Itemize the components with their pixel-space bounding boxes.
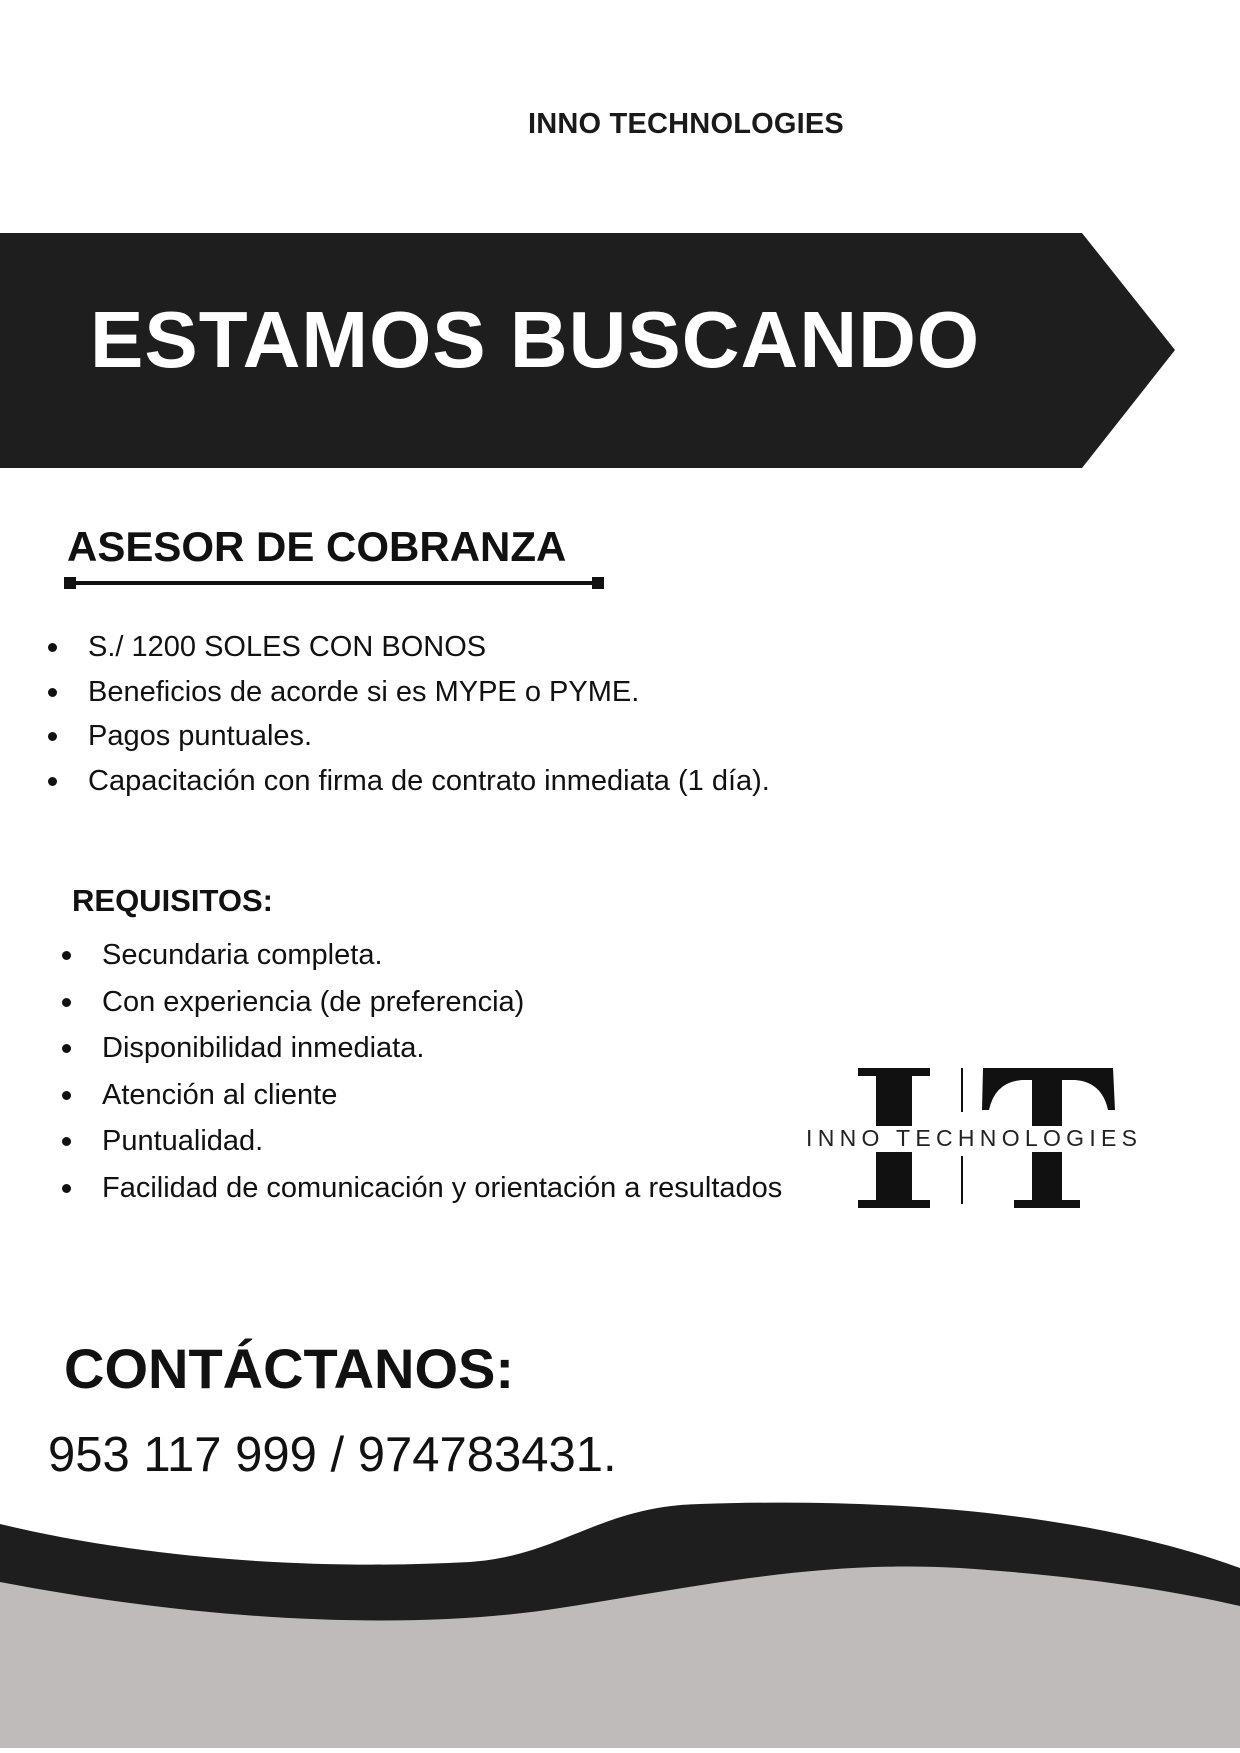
benefit-item: Pagos puntuales.	[48, 716, 1028, 761]
bullet-icon	[62, 1137, 71, 1146]
requirement-item: Facilidad de comunicación y orientación a resultados	[62, 1165, 802, 1212]
benefit-item: Capacitación con firma de contrato inmediata (1 día).	[48, 761, 1028, 806]
bullet-icon	[62, 951, 71, 960]
contact-title: CONTÁCTANOS:	[64, 1337, 515, 1400]
benefit-item: Beneficios de acorde si es MYPE o PYME.	[48, 672, 1028, 717]
benefits-list	[48, 627, 1028, 805]
bullet-icon	[48, 643, 57, 652]
benefit-item: S./ 1200 SOLES CON BONOS	[48, 627, 1028, 672]
company-name: INNO TECHNOLOGIES	[528, 108, 844, 140]
bullet-icon	[48, 777, 57, 786]
logo-text: INNO TECHNOLOGIES	[806, 1125, 1143, 1151]
requirement-item: Atención al cliente	[62, 1072, 802, 1119]
requirement-item: Disponibilidad inmediata.	[62, 1025, 802, 1072]
bullet-icon	[48, 732, 57, 741]
requirements-title: REQUISITOS:	[72, 883, 273, 918]
contact-phones: 953 117 999 / 974783431.	[48, 1428, 617, 1482]
job-title: ASESOR DE COBRANZA	[67, 523, 567, 570]
bullet-icon	[62, 1091, 71, 1100]
banner-title: ESTAMOS BUSCANDO	[90, 295, 981, 384]
bullet-icon	[48, 688, 57, 697]
requirement-item: Con experiencia (de preferencia)	[62, 979, 802, 1026]
requirements-list	[62, 932, 802, 1211]
footer-wave-shape	[0, 1490, 1240, 1748]
bullet-icon	[62, 1044, 71, 1053]
bullet-icon	[62, 1184, 71, 1193]
bullet-icon	[62, 998, 71, 1007]
requirement-item: Secundaria completa.	[62, 932, 802, 979]
job-title-underline	[64, 577, 604, 589]
requirement-item: Puntualidad.	[62, 1118, 802, 1165]
footer-wave	[0, 1490, 1240, 1748]
